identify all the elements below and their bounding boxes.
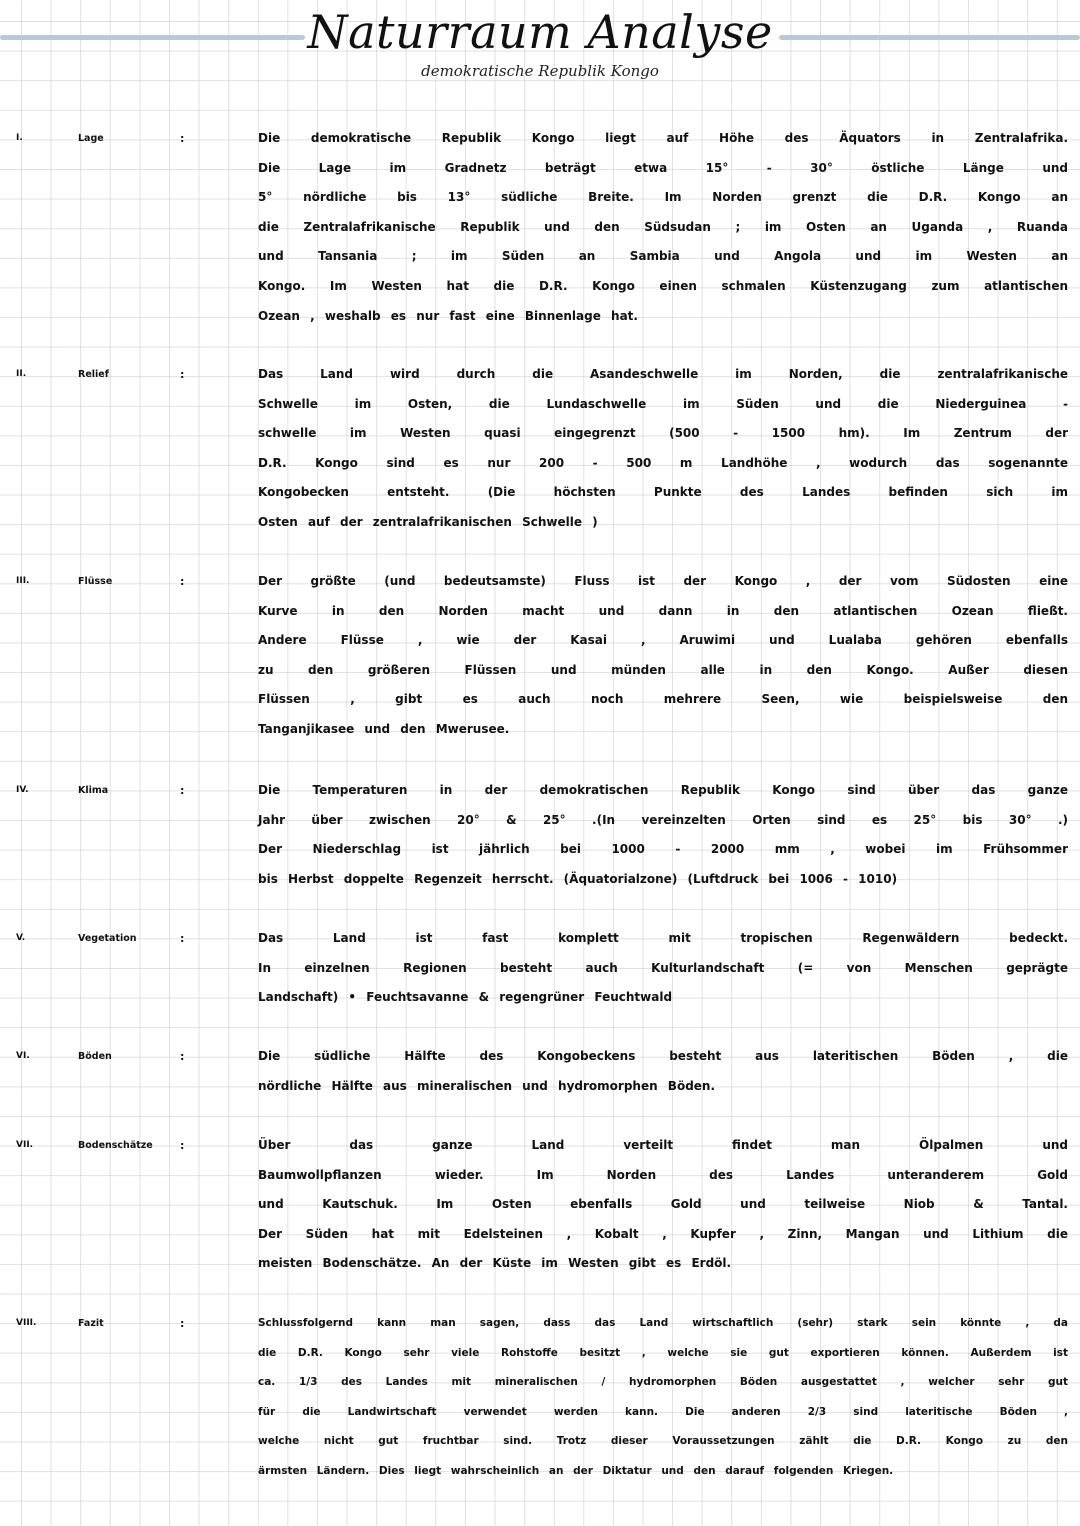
section-label: Flüsse [78, 576, 113, 587]
text-line: Jahr über zwischen 20° & 25° .(In vereinzelten Orten sind es 25° bis 30° .) [258, 812, 1068, 827]
section-number: IV. [16, 785, 29, 795]
section-body [258, 124, 1068, 331]
section-label: Lage [78, 133, 104, 144]
text-line: Der Niederschlag ist jährlich bei 1000 - 2000 mm , wobei im Frühsommer [258, 842, 1068, 857]
text-line: die Zentralafrikanische Republik und den Südsudan ; im Osten an Uganda , Ruanda [258, 219, 1068, 234]
section-body [258, 360, 1068, 538]
text-line: die D.R. Kongo sehr viele Rohstoffe besitzt , welche sie gut exportieren können. Außerdem ist [258, 1346, 1068, 1359]
section-body [258, 1042, 1068, 1101]
text-line: und Kautschuk. Im Osten ebenfalls Gold und teilweise Niob & Tantal. [258, 1197, 1068, 1212]
section-number: V. [16, 933, 26, 943]
section-body [258, 924, 1068, 1013]
text-line: bis Herbst doppelte Regenzeit herrscht. (Äquatorialzone) (Luftdruck bei 1006 - 1010) [258, 871, 898, 886]
section-body [258, 776, 1068, 894]
title-rule-right [779, 35, 1080, 40]
title-rule-left [0, 35, 305, 40]
section-colon: : [180, 132, 185, 145]
text-line: 5° nördliche bis 13° südliche Breite. Im Norden grenzt die D.R. Kongo an [258, 190, 1068, 205]
text-line: Kongo. Im Westen hat die D.R. Kongo einen schmalen Küstenzugang zum atlantischen [258, 278, 1068, 293]
text-line: Andere Flüsse , wie der Kasai , Aruwimi und Lualaba gehören ebenfalls [258, 633, 1068, 648]
text-line: Der Süden hat mit Edelsteinen , Kobalt , Kupfer , Zinn, Mangan und Lithium die [258, 1226, 1068, 1241]
text-line: Flüssen , gibt es auch noch mehrere Seen, wie beispielsweise den [258, 692, 1068, 707]
text-line: ca. 1/3 des Landes mit mineralischen / hydromorphen Böden ausgestattet , welcher sehr gut [258, 1376, 1068, 1389]
text-line: Tanganjikasee und den Mwerusee. [258, 721, 510, 736]
section-colon: : [180, 1050, 185, 1063]
text-line: Die Temperaturen in der demokratischen Republik Kongo sind über das ganze [258, 783, 1068, 797]
section-colon: : [180, 932, 185, 945]
section-body [258, 1309, 1068, 1487]
section-number: III. [16, 576, 30, 586]
section-body [258, 567, 1068, 745]
section-colon: : [180, 575, 185, 588]
section-number: II. [16, 369, 27, 379]
text-line: Der größte (und bedeutsamste) Fluss ist der Kongo , der vom Südosten eine [258, 574, 1068, 588]
section-body [258, 1131, 1068, 1279]
text-line: Über das ganze Land verteilt findet man Ölpalmen und [258, 1138, 1068, 1152]
section-label: Vegetation [78, 933, 137, 944]
text-line: Schlussfolgernd kann man sagen, dass das Land wirtschaftlich (sehr) stark sein könnte , da [258, 1317, 1068, 1329]
text-line: Das Land wird durch die Asandeschwelle im Norden, die zentralafrikanische [258, 367, 1068, 381]
text-line: In einzelnen Regionen besteht auch Kulturlandschaft (= von Menschen geprägte [258, 960, 1068, 975]
text-line: Kongobecken entsteht. (Die höchsten Punkte des Landes befinden sich im [258, 485, 1068, 500]
section-number: VI. [16, 1051, 30, 1061]
section-colon: : [180, 1317, 185, 1330]
section-colon: : [180, 784, 185, 797]
text-line: Die Lage im Gradnetz beträgt etwa 15° - 30° östliche Länge und [258, 160, 1068, 175]
text-line: Landschaft) • Feuchtsavanne & regengrüner Feuchtwald [258, 990, 673, 1005]
text-line: Ozean , weshalb es nur fast eine Binnenlage hat. [258, 308, 638, 323]
text-line: schwelle im Westen quasi eingegrenzt (500 - 1500 hm). Im Zentrum der [258, 426, 1068, 441]
text-line: Kurve in den Norden macht und dann in den atlantischen Ozean fließt. [258, 603, 1068, 618]
section-label: Relief [78, 369, 109, 380]
section-colon: : [180, 1139, 185, 1152]
text-line: Die südliche Hälfte des Kongobeckens besteht aus lateritischen Böden , die [258, 1049, 1068, 1063]
page-title: Naturraum Analyse [307, 5, 773, 59]
text-line: ärmsten Ländern. Dies liegt wahrscheinlich an der Diktatur und den darauf folgenden Kriegen. [258, 1464, 894, 1477]
section-number: VII. [16, 1140, 34, 1150]
text-line: Osten auf der zentralafrikanischen Schwelle ) [258, 514, 598, 529]
section-label: Böden [78, 1051, 112, 1062]
section-number: VIII. [16, 1318, 37, 1328]
text-line: meisten Bodenschätze. An der Küste im Westen gibt es Erdöl. [258, 1256, 732, 1271]
section-number: I. [16, 133, 23, 143]
text-line: Baumwollpflanzen wieder. Im Norden des Landes unteranderem Gold [258, 1167, 1068, 1182]
text-line: welche nicht gut fruchtbar sind. Trotz dieser Voraussetzungen zählt die D.R. Kongo zu den [258, 1435, 1068, 1448]
section-label: Klima [78, 785, 109, 796]
section-colon: : [180, 368, 185, 381]
page-subtitle: demokratische Republik Kongo [421, 62, 659, 80]
text-line: D.R. Kongo sind es nur 200 - 500 m Landhöhe , wodurch das sogenannte [258, 455, 1068, 470]
section-label: Bodenschätze [78, 1140, 153, 1151]
text-line: für die Landwirtschaft verwendet werden kann. Die anderen 2/3 sind lateritische Böden , [258, 1405, 1068, 1418]
text-line: zu den größeren Flüssen und münden alle in den Kongo. Außer diesen [258, 662, 1068, 677]
text-line: und Tansania ; im Süden an Sambia und Angola und im Westen an [258, 249, 1068, 264]
text-line: Schwelle im Osten, die Lundaschwelle im Süden und die Niederguinea - [258, 396, 1068, 411]
section-label: Fazit [78, 1318, 104, 1329]
text-line: Das Land ist fast komplett mit tropischen Regenwäldern bedeckt. [258, 931, 1068, 945]
text-line: nördliche Hälfte aus mineralischen und hydromorphen Böden. [258, 1078, 716, 1093]
text-line: Die demokratische Republik Kongo liegt auf Höhe des Äquators in Zentralafrika. [258, 131, 1068, 145]
